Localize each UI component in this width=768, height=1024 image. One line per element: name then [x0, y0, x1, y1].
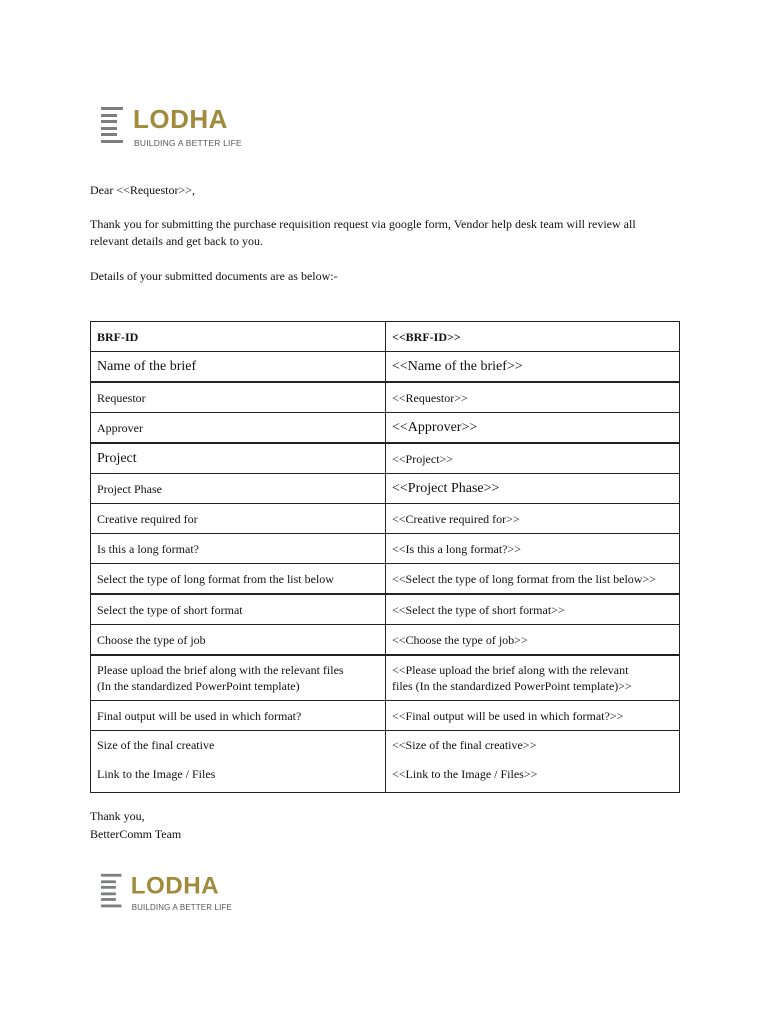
- row-value: <<Name of the brief>>: [386, 352, 680, 383]
- row-value: <<Project>>: [386, 443, 680, 474]
- row-label-line: Size of the final creative: [97, 738, 215, 752]
- row-value: <<Choose the type of job>>: [386, 625, 680, 656]
- logo-wordmark: LODHA: [133, 104, 228, 134]
- row-label: Select the type of long format from the list below: [91, 564, 386, 595]
- table-row: [91, 625, 680, 656]
- table-row: [91, 594, 680, 625]
- row-value: <<Is this a long format?>>: [386, 534, 680, 564]
- table-row: [91, 322, 680, 352]
- logo-bars-icon: [101, 107, 123, 151]
- row-label: Creative required for: [91, 504, 386, 534]
- row-label: [91, 731, 386, 793]
- greeting: Dear <<Requestor>>,: [90, 183, 196, 197]
- row-label: Name of the brief: [91, 352, 386, 383]
- row-label: Final output will be used in which format?: [91, 701, 386, 731]
- row-label-line: (In the standardized PowerPoint template): [97, 679, 300, 693]
- row-value: <<Creative required for>>: [386, 504, 680, 534]
- row-label: Project: [91, 443, 386, 474]
- row-label: Choose the type of job: [91, 625, 386, 656]
- row-label: Approver: [91, 413, 386, 444]
- row-label: Project Phase: [91, 474, 386, 504]
- row-value: [386, 731, 680, 793]
- row-value-line: <<Please upload the brief along with the relevant: [392, 663, 629, 677]
- row-label-line: Link to the Image / Files: [97, 767, 216, 781]
- table-row: [91, 564, 680, 595]
- table-row: [91, 701, 680, 731]
- signoff-line: Thank you,: [90, 809, 145, 823]
- logo-wordmark: LODHA: [130, 871, 220, 899]
- table-row: [91, 655, 680, 701]
- logo-tagline: BUILDING A BETTER LIFE: [131, 902, 232, 912]
- row-value: <<Approver>>: [386, 413, 680, 444]
- logo-tagline: BUILDING A BETTER LIFE: [134, 138, 242, 148]
- row-label: Select the type of short format: [91, 594, 386, 625]
- table-row: [91, 474, 680, 504]
- table-row: [91, 352, 680, 383]
- row-label-line: Please upload the brief along with the relevant files: [97, 663, 344, 677]
- table-row: [91, 443, 680, 474]
- table-row: [91, 731, 680, 793]
- row-value: <<Final output will be used in which format?>>: [386, 701, 680, 731]
- row-value-line: files (In the standardized PowerPoint template)>>: [392, 679, 632, 693]
- row-value: <<Select the type of long format from the list below>>: [386, 564, 680, 595]
- signoff-team: BetterComm Team: [90, 827, 182, 841]
- table-row: [91, 413, 680, 444]
- row-label: BRF-ID: [91, 322, 386, 352]
- row-value: [386, 655, 680, 701]
- row-value: <<Select the type of short format>>: [386, 594, 680, 625]
- row-value: <<Project Phase>>: [386, 474, 680, 504]
- row-label: Requestor: [91, 382, 386, 413]
- details-intro: Details of your submitted documents are as below:-: [90, 269, 338, 283]
- table-row: [91, 382, 680, 413]
- row-value-line: <<Size of the final creative>>: [392, 738, 537, 752]
- intro-line: Thank you for submitting the purchase requisition request via google form, Vendor help desk team will review all: [90, 217, 636, 231]
- table-row: [91, 504, 680, 534]
- row-value: <<BRF-ID>>: [386, 322, 680, 352]
- row-label: Is this a long format?: [91, 534, 386, 564]
- row-value: <<Requestor>>: [386, 382, 680, 413]
- table-row: [91, 534, 680, 564]
- lodha-logo: [101, 105, 261, 149]
- lodha-logo-footer: [101, 872, 250, 913]
- row-value-line: <<Link to the Image / Files>>: [392, 767, 538, 781]
- logo-bars-icon: [101, 874, 121, 915]
- row-label: [91, 655, 386, 701]
- details-table: [90, 321, 680, 793]
- intro-line: relevant details and get back to you.: [90, 234, 263, 248]
